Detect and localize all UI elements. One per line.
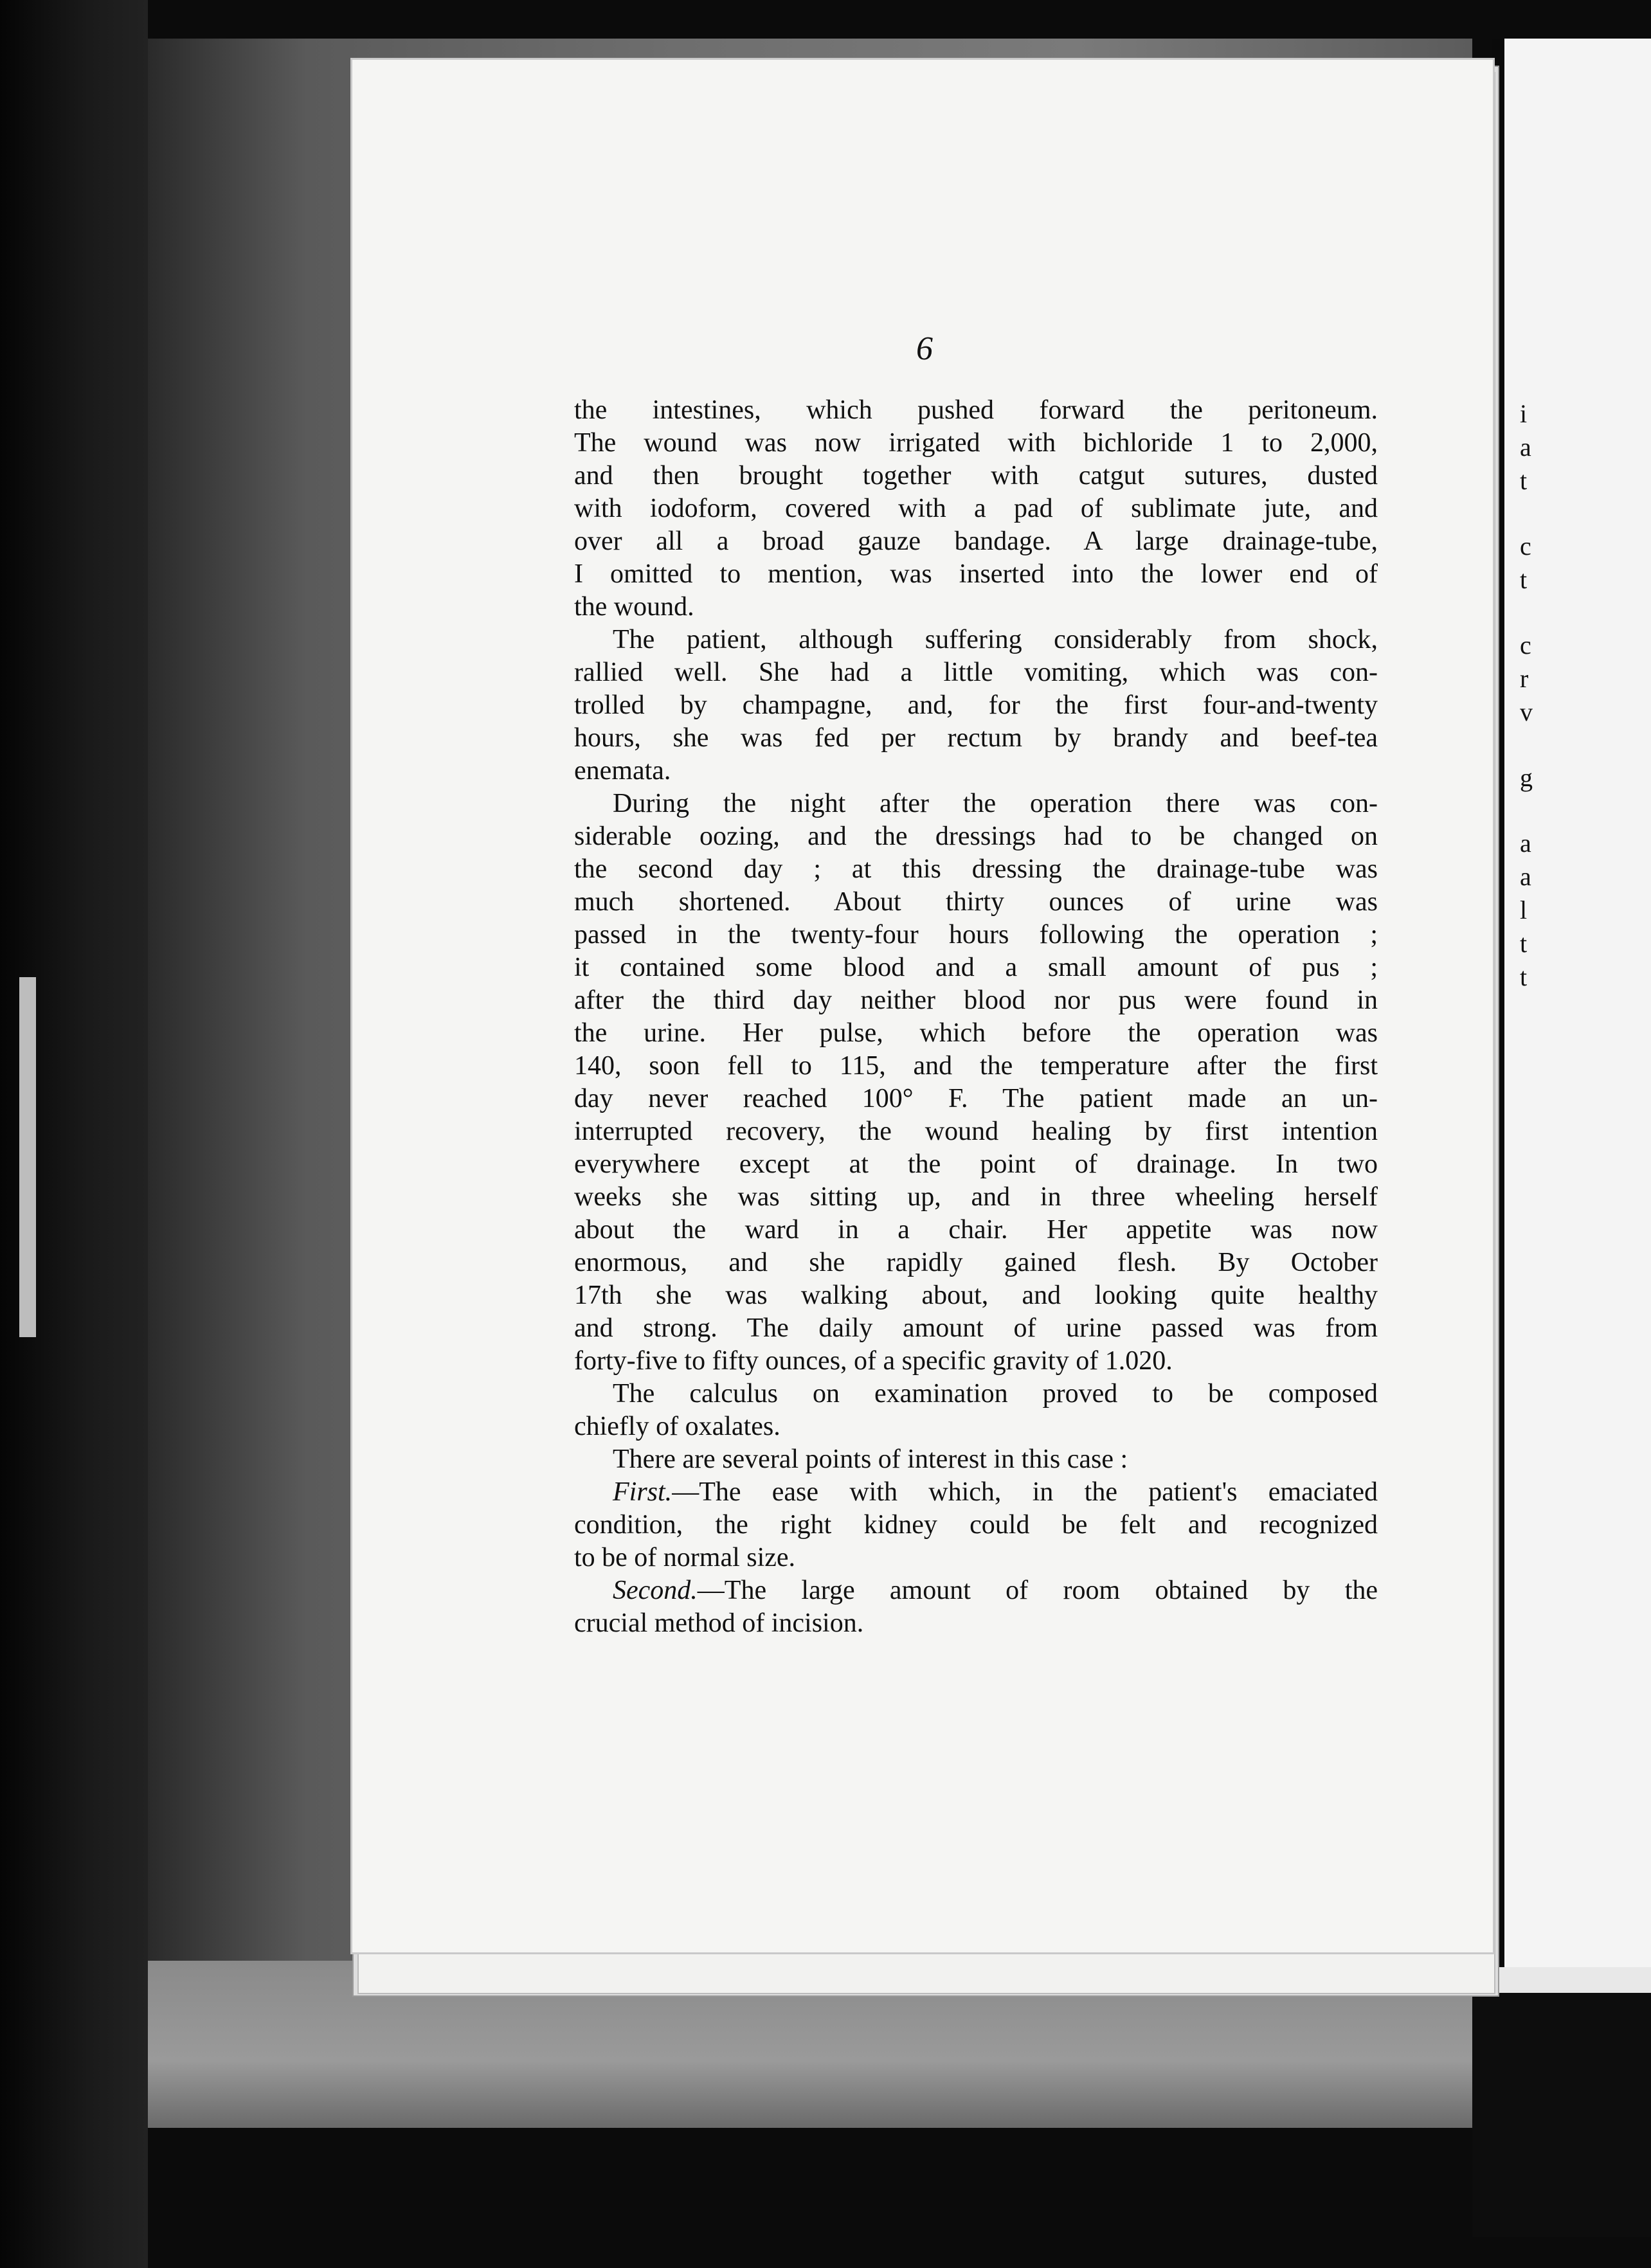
adjacent-page-fragment: c	[1520, 631, 1531, 660]
adjacent-page-fragment: a	[1520, 862, 1531, 891]
text-line: and strong. The daily amount of urine passed was from	[574, 1313, 1378, 1343]
text-line: the second day ; at this dressing the drainage-tube was	[574, 854, 1378, 884]
adjacent-page-fragment: g	[1520, 763, 1533, 792]
adjacent-page-fragment: t	[1520, 929, 1528, 958]
adjacent-page-fragment: c	[1520, 532, 1531, 561]
text-line: it contained some blood and a small amount of pus ;	[574, 953, 1378, 982]
text-line: to be of normal size.	[574, 1543, 796, 1572]
text-line: siderable oozing, and the dressings had to be changed on	[574, 822, 1378, 851]
text-line: condition, the right kidney could be felt and recognized	[574, 1510, 1378, 1540]
text-line: with iodoform, covered with a pad of sublimate jute, and	[574, 494, 1378, 523]
text-line: the urine. Her pulse, which before the operation was	[574, 1018, 1378, 1048]
text-line: The wound was now irrigated with bichloride 1 to 2,000,	[574, 428, 1378, 458]
adjacent-page-fragment: l	[1520, 896, 1528, 924]
document-page	[350, 58, 1495, 1954]
page-number: 6	[916, 330, 933, 367]
adjacent-page-fragment: a	[1520, 829, 1531, 858]
scan-edge-strip	[19, 977, 36, 1337]
adjacent-page	[1492, 39, 1651, 1967]
adjacent-page-shadow	[1472, 1967, 1651, 2237]
text-line: chiefly of oxalates.	[574, 1412, 780, 1441]
paragraph	[574, 1443, 1378, 1476]
text-line: after the third day neither blood nor pus were found in	[574, 986, 1378, 1015]
text-line: During the night after the operation there was con-	[613, 789, 1378, 818]
text-line	[574, 1476, 1378, 1509]
text-line: I omitted to mention, was inserted into the lower end of	[574, 559, 1378, 589]
paragraph	[574, 624, 1378, 788]
paragraph-lead: First.	[613, 1477, 672, 1507]
text-line: interrupted recovery, the wound healing by first intention	[574, 1117, 1378, 1146]
adjacent-page-fragment: r	[1520, 664, 1529, 693]
text-line: weeks she was sitting up, and in three wheeling herself	[574, 1182, 1378, 1212]
text-line: The calculus on examination proved to be composed	[613, 1379, 1378, 1408]
adjacent-page-fragment: t	[1520, 565, 1528, 594]
text-line: passed in the twenty-four hours following the operation ;	[574, 920, 1378, 950]
text-line: about the ward in a chair. Her appetite was now	[574, 1215, 1378, 1245]
text-line-rest: —The ease with which, in the patient's emaciated	[672, 1477, 1378, 1507]
text-line: 140, soon fell to 115, and the temperature after the first	[574, 1051, 1378, 1081]
text-line: everywhere except at the point of drainage. In two	[574, 1149, 1378, 1179]
text-line: and then brought together with catgut sutures, dusted	[574, 461, 1378, 491]
adjacent-page-fragment: v	[1520, 698, 1533, 726]
adjacent-page-fragment: a	[1520, 433, 1531, 462]
text-line: There are several points of interest in this case :	[613, 1444, 1128, 1474]
text-line: day never reached 100° F. The patient made an un-	[574, 1084, 1378, 1113]
text-line: crucial method of incision.	[574, 1608, 864, 1638]
text-line: hours, she was fed per rectum by brandy and beef-tea	[574, 723, 1378, 753]
paragraph	[574, 1476, 1378, 1574]
paragraph	[574, 394, 1378, 624]
text-line: the wound.	[574, 592, 694, 622]
text-line: enemata.	[574, 756, 671, 786]
text-line: enormous, and she rapidly gained flesh. By October	[574, 1248, 1378, 1277]
adjacent-page-fragment: i	[1520, 399, 1528, 428]
body-text	[574, 394, 1378, 1640]
text-line: The patient, although suffering considerably from shock,	[613, 625, 1378, 654]
paragraph	[574, 1378, 1378, 1443]
text-line-rest: —The large amount of room obtained by the	[697, 1576, 1378, 1605]
paragraph-lead: Second.	[613, 1576, 698, 1605]
paragraph	[574, 1574, 1378, 1640]
adjacent-page-fragment: t	[1520, 466, 1528, 495]
adjacent-page-fragment: t	[1520, 962, 1528, 991]
paragraph	[574, 788, 1378, 1378]
text-line: 17th she was walking about, and looking quite healthy	[574, 1281, 1378, 1310]
text-line: rallied well. She had a little vomiting, which was con-	[574, 658, 1378, 687]
text-line: the intestines, which pushed forward the peritoneum.	[574, 395, 1378, 425]
text-line: trolled by champagne, and, for the first four-and-twenty	[574, 690, 1378, 720]
text-line: much shortened. About thirty ounces of urine was	[574, 887, 1378, 917]
text-line: over all a broad gauze bandage. A large drainage-tube,	[574, 526, 1378, 556]
text-line: forty-five to fifty ounces, of a specific gravity of 1.020.	[574, 1346, 1173, 1376]
text-line	[574, 1574, 1378, 1607]
